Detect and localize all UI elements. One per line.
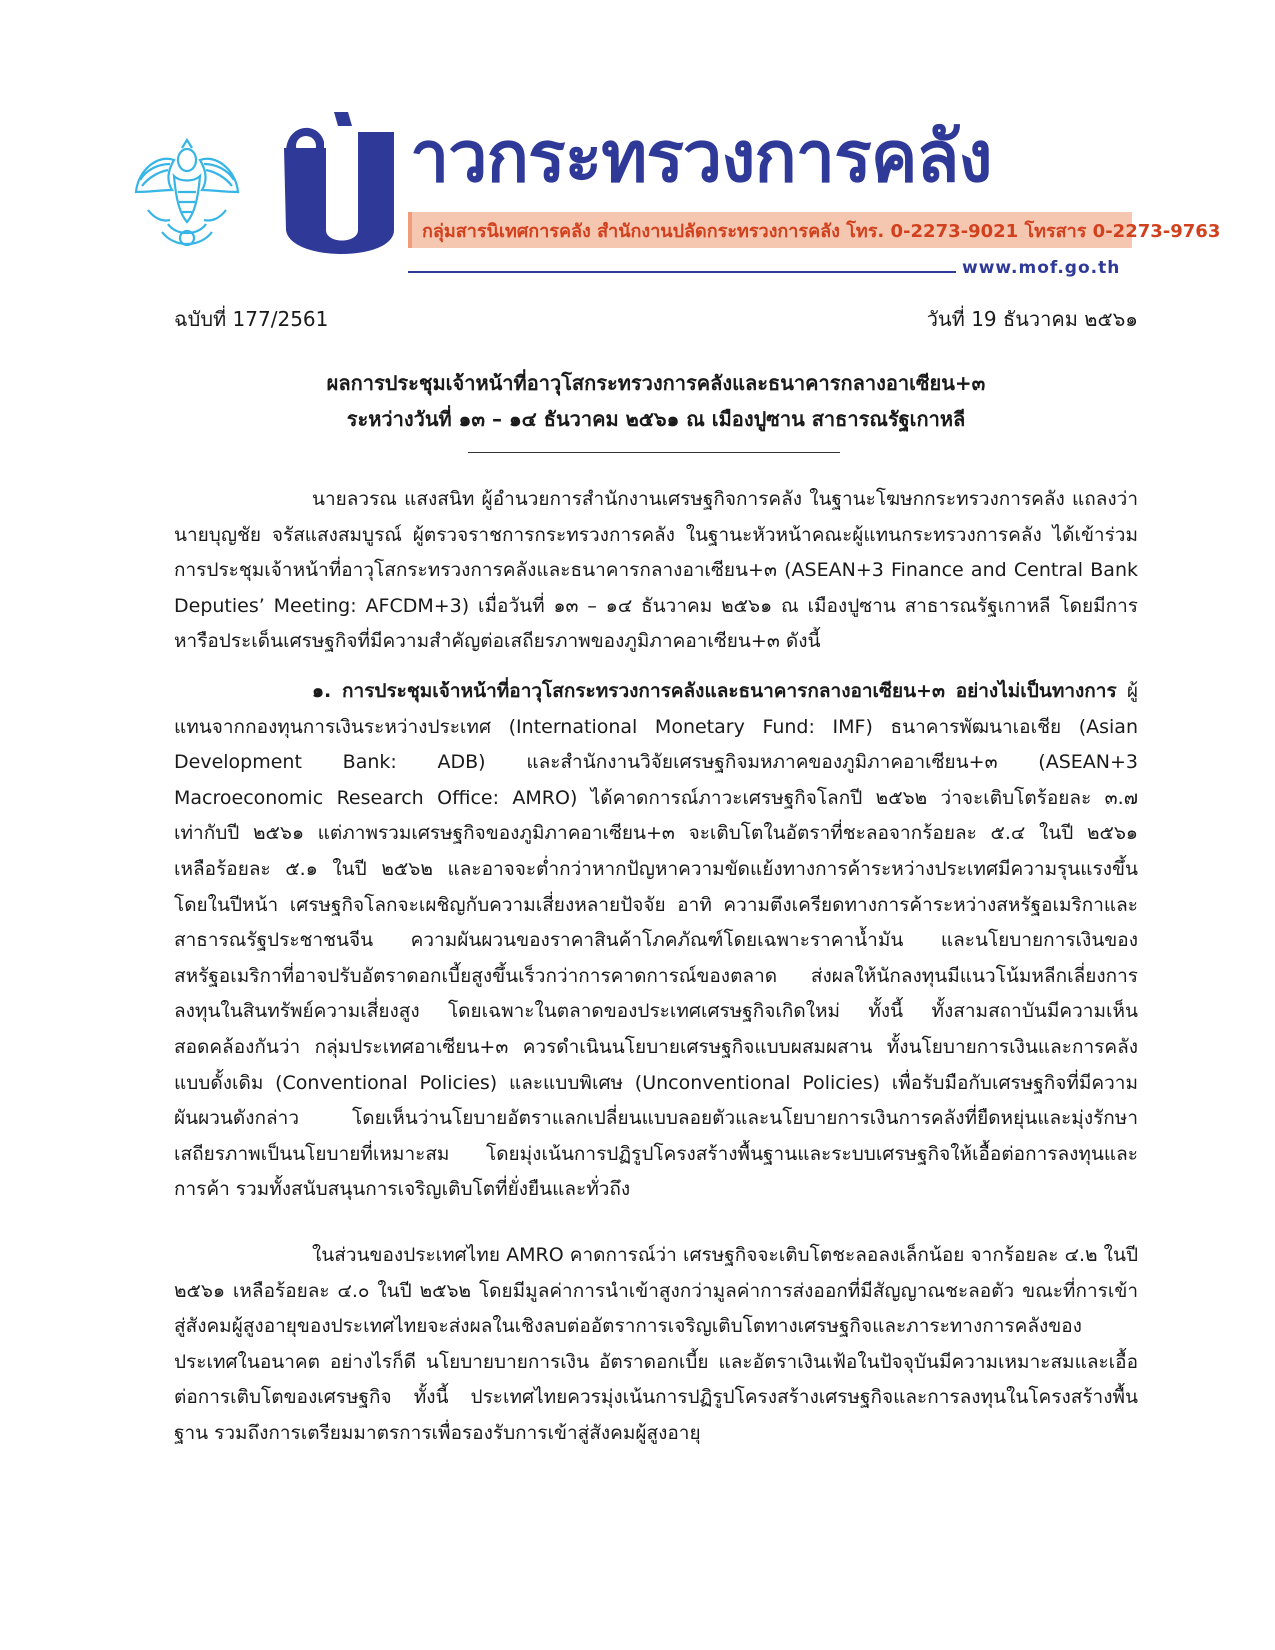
headline-line-2: ระหว่างวันที่ ๑๓ – ๑๔ ธันวาคม ๒๕๖๑ ณ เมืองปูซาน สาธารณรัฐเกาหลี — [346, 407, 966, 431]
section-1-text: ผู้แทนจากกองทุนการเงินระหว่างประเทศ (International Monetary Fund: IMF) ธนาคารพัฒนาเอเชีย (Asian Development Bank: ADB) และสำนักงานวิจัยเศรษฐกิจมหภาคของภูมิภาคอาเซียน+๓ (ASEAN+3 Macroeconomic Research Office: AMRO) ได้คาดการณ์ภาวะเศรษฐกิจโลกปี ๒๕๖๒ ว่าจะเติบโตร้อยละ ๓.๗ เท่ากับปี ๒๕๖๑ แต่ภาพรวมเศรษฐกิจของภูมิภาคอาเซียน+๓ จะเติบโตในอัตราที่ชะลอจากร้อยละ ๕.๔ ในปี ๒๕๖๑ เหลือร้อยละ ๕.๑ ในปี ๒๕๖๒ และอาจจะต่ำกว่าหากปัญหาความขัดแย้งทางการค้าระหว่างประเทศมีความรุนแรงขึ้น โดยในปีหน้า เศรษฐกิจโลกจะเผชิญกับความเสี่ยงหลายปัจจัย อาทิ ความตึงเครียดทางการค้าระหว่างสหรัฐอเมริกาและสาธารณรัฐประชาชนจีน ความผันผวนของราคาสินค้าโภคภัณฑ์โดยเฉพาะราคาน้ำมัน และนโยบายการเงินของสหรัฐอเมริกาที่อาจปรับอัตราดอกเบี้ยสูงขึ้นเร็วกว่าการคาดการณ์ของตลาด ส่งผลให้นักลงทุนมีแนวโน้มหลีกเลี่ยงการลงทุนในสินทรัพย์ความเสี่ยงสูง โดยเฉพาะในตลาดของประเทศเศรษฐกิจเกิดใหม่ ทั้งนี้ ทั้งสามสถาบันมีความเห็นสอดคล้องกันว่า กลุ่มประเทศอาเซียน+๓ ควรดำเนินนโยบายเศรษฐกิจแบบผสมผสาน ทั้งนโยบายการเงินและการคลังแบบดั้งเดิม (Conventional Policies) และแบบพิเศษ (Unconventional Policies) เพื่อรับมือกับเศรษฐกิจที่มีความผันผวนดังกล่าว โดยเห็นว่านโยบายอัตราแลกเปลี่ยนแบบลอยตัวและนโยบายการเงินการคลังที่ยืดหยุ่นและมุ่งรักษาเสถียรภาพเป็นนโยบายที่เหมาะสม โดยมุ่งเน้นการปฏิรูปโครงสร้างพื้นฐานและระบบเศรษฐกิจให้เอื้อต่อการลงทุนและการค้า รวมทั้งสนับสนุนการเจริญเติบโตที่ยั่งยืนและทั่วถึง — [174, 680, 1138, 1201]
issue-date: วันที่ 19 ธันวาคม ๒๕๖๑ — [926, 307, 1138, 331]
contact-bar: กลุ่มสารนิเทศการคลัง สำนักงานปลัดกระทรวงการคลัง โทร. 0-2273-9021 โทรสาร 0-2273-9763 — [408, 212, 1132, 248]
masthead-title: าวกระทรวงการคลัง — [410, 116, 992, 198]
website-link[interactable]: www.mof.go.th — [962, 258, 1121, 278]
paragraph-section-1 — [174, 674, 1138, 1208]
website-underline — [408, 271, 956, 273]
paragraph-thailand — [174, 1238, 1138, 1452]
paragraph-intro — [174, 482, 1138, 660]
paragraph-thailand-text: ในส่วนของประเทศไทย AMRO คาดการณ์ว่า เศรษฐกิจจะเติบโตชะลอลงเล็กน้อย จากร้อยละ ๔.๒ ในปี ๒๕๖๑ เหลือร้อยละ ๔.๐ ในปี ๒๕๖๒ โดยมีมูลค่าการนำเข้าสูงกว่ามูลค่าการส่งออกที่มีสัญญาณชะลอตัว ขณะที่การเข้าสู่สังคมผู้สูงอายุของประเทศไทยจะส่งผลในเชิงลบต่ออัตราการเจริญเติบโตทางเศรษฐกิจและภาระทางการคลังของประเทศในอนาคต อย่างไรก็ดี นโยบายบายการเงิน อัตราดอกเบี้ย และอัตราเงินเฟ้อในปัจจุบันมีความเหมาะสมและเอื้อต่อการเติบโตของเศรษฐกิจ ทั้งนี้ ประเทศไทยควรมุ่งเน้นการปฏิรูปโครงสร้างเศรษฐกิจและการลงทุนในโครงสร้างพื้นฐาน รวมถึงการเตรียมมาตรการเพื่อรองรับการเข้าสู่สังคมผู้สูงอายุ — [174, 1244, 1138, 1444]
headline-line-1: ผลการประชุมเจ้าหน้าที่อาวุโสกระทรวงการคลังและธนาคารกลางอาเซียน+๓ — [326, 371, 986, 395]
paragraph-intro-text: นายลวรณ แสงสนิท ผู้อำนวยการสำนักงานเศรษฐกิจการคลัง ในฐานะโฆษกกระทรวงการคลัง แถลงว่า นายบุญชัย จรัสแสงสมบูรณ์ ผู้ตรวจราชการกระทรวงการคลัง ในฐานะหัวหน้าคณะผู้แทนกระทรวงการคลัง ได้เข้าร่วมการประชุมเจ้าหน้าที่อาวุโสกระทรวงการคลังและธนาคารกลางอาเซียน+๓ (ASEAN+3 Finance and Central Bank Deputies’ Meeting: AFCDM+3) เมื่อวันที่ ๑๓ – ๑๔ ธันวาคม ๒๕๖๑ ณ เมืองปูซาน สาธารณรัฐเกาหลี โดยมีการหารือประเด็นเศรษฐกิจที่มีความสำคัญต่อเสถียรภาพของภูมิภาคอาเซียน+๓ ดังนี้ — [174, 488, 1138, 653]
headline — [174, 365, 1138, 437]
masthead-big-letter — [278, 112, 406, 262]
section-1-heading: ๑. การประชุมเจ้าหน้าที่อาวุโสกระทรวงการคลังและธนาคารกลางอาเซียน+๓ อย่างไม่เป็นทางการ — [312, 680, 1117, 702]
garuda-emblem-icon — [128, 140, 246, 252]
issue-number: ฉบับที่ 177/2561 — [174, 307, 329, 331]
headline-divider — [468, 452, 840, 453]
